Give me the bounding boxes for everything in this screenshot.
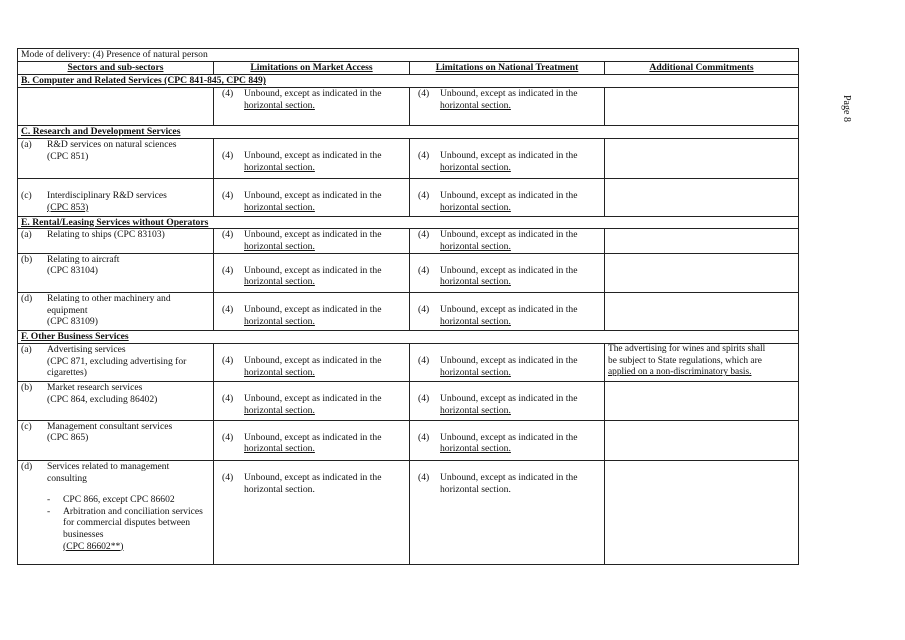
sub-sector-name: Relating to aircraft [47,253,120,265]
sub-sector-name: Interdisciplinary R&D services [47,190,167,202]
limitation-text: Unbound, except as indicated in the [440,190,578,202]
sub-sector-tag: (a) [21,229,32,241]
limitation-text-cont: horizontal section. [440,315,511,327]
sub-sector-tag: (d) [21,461,33,472]
mode-number: (4) [222,303,234,315]
mode-number: (4) [418,303,430,315]
sub-sector-name-cont: consulting [47,472,87,484]
header-sectors [18,62,214,75]
sub-sector-cpc: (CPC 865) [47,432,89,444]
table-row [18,382,799,420]
mode-number: (4) [222,431,234,443]
limitation-text: Unbound, except as indicated in the [440,229,578,241]
limitation-text: Unbound, except as indicated in the [244,87,382,99]
page-number: Page 8 [841,95,852,122]
additional-commitments-cell [605,179,799,216]
market-access-cell [214,179,410,216]
sub-sector-cpc: (CPC 83109) [47,316,98,328]
sector-cell [18,87,214,125]
advertising-commitment-cell [605,344,799,382]
sub-sector-tag: (d) [21,292,33,304]
limitation-text-cont: horizontal section. [440,99,511,111]
section-row-e [18,216,799,229]
sub-sector-name: Management consultant services [47,420,173,432]
additional-commitments-cell [605,382,799,420]
sector-cell [18,420,214,460]
market-access-cell [214,229,410,253]
sub-sector-cpc: (CPC 853) [47,201,89,213]
section-f-label: F. Other Business Services [21,331,129,343]
schedule-table [17,48,799,565]
commitment-text-end: applied on a non-discriminatory basis. [608,367,752,378]
limitation-text: Unbound, except as indicated in the [440,472,578,483]
header-market-access-label: Limitations on Market Access [250,62,373,74]
additional-commitments-cell [605,87,799,125]
sub-sector-tag: (b) [21,382,33,394]
section-e-title [18,216,799,229]
header-market-access [214,62,410,75]
limitation-text-cont: horizontal section. [244,161,315,173]
market-access-cell [214,292,410,330]
section-b-label: B. Computer and Related Services (CPC 841-845, CPC 849) [21,75,266,87]
market-access-cell [214,138,410,178]
market-access-cell [214,461,410,565]
mode-number: (4) [222,190,234,202]
bullet-text: Arbitration and conciliation services for commercial disputes between businesses [63,505,203,540]
mode-number: (4) [418,393,430,405]
market-access-cell [214,344,410,382]
sub-sector-cpc-cont: cigarettes) [47,367,87,379]
section-e-label: E. Rental/Leasing Services without Operators [21,216,209,228]
sector-cell [18,179,214,216]
limitation-text-cont: horizontal section. [244,240,315,252]
additional-commitments-cell [605,461,799,565]
sub-sector-name: Relating to ships (CPC 83103) [47,229,165,241]
national-treatment-cell [410,253,605,292]
mode-of-delivery: Mode of delivery: (4) Presence of natural person [18,49,799,62]
national-treatment-cell [410,344,605,382]
sub-sector-cpc: (CPC 871, excluding advertising for [47,355,187,367]
table-row [18,420,799,460]
limitation-text-cont: horizontal section. [244,315,315,327]
limitation-text: Unbound, except as indicated in the [244,472,382,483]
mode-number: (4) [418,431,430,443]
limitation-text-cont: horizontal section. [244,366,315,378]
table-row [18,179,799,216]
national-treatment-cell [410,87,605,125]
sector-cell [18,461,214,565]
additional-commitments-cell [605,420,799,460]
section-c-title [18,126,799,139]
table-row [18,253,799,292]
table-row [18,138,799,178]
bullet-text: CPC 866, except CPC 86602 [63,494,175,506]
section-c-label: C. Research and Development Services [21,126,181,138]
sector-cell [18,382,214,420]
limitation-text-cont: horizontal section. [440,201,511,213]
limitation-text-cont: horizontal section. [244,404,315,416]
sub-sector-tag: (b) [21,253,33,265]
limitation-text: Unbound, except as indicated in the [244,431,382,443]
limitation-text: Unbound, except as indicated in the [244,355,382,366]
limitation-text-cont: horizontal section. [440,161,511,173]
limitation-text-cont: horizontal section. [244,483,315,495]
limitation-text-cont: horizontal section. [440,404,511,416]
mode-row [18,49,799,62]
dash-bullet: - [47,494,51,506]
list-item [47,506,210,541]
limitation-text-cont: horizontal section. [440,276,511,288]
limitation-text-cont: horizontal section. [440,483,511,495]
limitation-text-cont: horizontal section. [440,240,511,252]
limitation-text: Unbound, except as indicated in the [440,149,578,161]
national-treatment-cell [410,229,605,253]
table-row [18,292,799,330]
national-treatment-cell [410,420,605,460]
sub-sector-tag: (c) [21,190,32,202]
limitation-text: Unbound, except as indicated in the [244,149,382,161]
mode-number: (4) [222,149,234,161]
sub-sector-name: Services related to management [47,461,170,472]
header-additional-commitments [605,62,799,75]
sector-cell [18,229,214,253]
additional-commitments-cell [605,229,799,253]
sub-sector-cpc: (CPC 83104) [47,265,98,277]
table-row [18,229,799,253]
sub-sector-name: Market research services [47,382,143,394]
mode-number: (4) [222,472,234,483]
additional-commitments-cell [605,138,799,178]
mode-number: (4) [222,87,234,99]
mode-number: (4) [222,355,234,366]
list-item [47,494,210,506]
table-row [18,461,799,565]
additional-commitments-cell [605,253,799,292]
limitation-text: Unbound, except as indicated in the [244,393,382,405]
limitation-text-cont: horizontal section. [244,443,315,455]
limitation-text-cont: horizontal section. [440,366,511,378]
sector-cell [18,344,214,382]
sub-sector-name: Relating to other machinery and [47,292,171,304]
limitation-text: Unbound, except as indicated in the [440,87,578,99]
commitment-text: The advertising for wines and spirits shall [608,344,766,354]
national-treatment-cell [410,138,605,178]
mode-number: (4) [222,393,234,405]
sub-sector-name-cont: equipment [47,304,88,316]
limitation-text: Unbound, except as indicated in the [440,264,578,276]
mode-number: (4) [222,229,234,241]
sector-cell [18,138,214,178]
sector-cell [18,253,214,292]
national-treatment-cell [410,461,605,565]
national-treatment-cell [410,292,605,330]
limitation-text: Unbound, except as indicated in the [244,190,382,202]
mode-number: (4) [418,149,430,161]
section-row-f [18,331,799,344]
market-access-cell [214,253,410,292]
sub-sector-tag: (c) [21,420,32,432]
national-treatment-cell [410,382,605,420]
limitation-text: Unbound, except as indicated in the [244,303,382,315]
market-access-cell [214,382,410,420]
limitation-text: Unbound, except as indicated in the [440,431,578,443]
sub-sector-cpc: (CPC 864, excluding 86402) [47,393,158,405]
mode-number: (4) [418,264,430,276]
section-f-title [18,331,799,344]
header-national-treatment-label: Limitations on National Treatment [435,62,579,74]
header-additional-commitments-label: Additional Commitments [649,62,754,74]
dash-bullet: - [47,505,51,517]
sub-sector-cpc: (CPC 851) [47,150,89,162]
limitation-text: Unbound, except as indicated in the [440,303,578,315]
table-row [18,344,799,382]
limitation-text-cont: horizontal section. [244,201,315,213]
sub-sector-tag: (a) [21,344,32,355]
limitation-text-cont: horizontal section. [244,276,315,288]
sub-sector-cpc: (CPC 86602**) [63,540,124,552]
market-access-cell [214,420,410,460]
mode-number: (4) [418,87,430,99]
mode-number: (4) [418,190,430,202]
limitation-text: Unbound, except as indicated in the [244,229,382,241]
mode-number: (4) [418,229,430,241]
section-row-c [18,126,799,139]
sub-sector-tag: (a) [21,138,32,150]
section-row-b [18,75,799,88]
limitation-text-cont: horizontal section. [244,99,315,111]
limitation-text-cont: horizontal section. [440,443,511,455]
limitation-text: Unbound, except as indicated in the [440,393,578,405]
commitment-text-cont: be subject to State regulations, which are [608,355,762,366]
sector-cell [18,292,214,330]
header-national-treatment [410,62,605,75]
sub-sector-name: Advertising services [47,344,126,355]
market-access-cell [214,87,410,125]
national-treatment-cell [410,179,605,216]
header-sectors-label: Sectors and sub-sectors [67,62,164,74]
limitation-text: Unbound, except as indicated in the [440,355,578,366]
section-b-title [18,75,799,88]
sub-sector-name: R&D services on natural sciences [47,138,177,150]
additional-commitments-cell [605,292,799,330]
mode-number: (4) [418,355,430,366]
mode-number: (4) [418,472,430,483]
header-row [18,62,799,75]
mode-number: (4) [222,264,234,276]
limitation-text: Unbound, except as indicated in the [244,264,382,276]
table-row [18,87,799,125]
